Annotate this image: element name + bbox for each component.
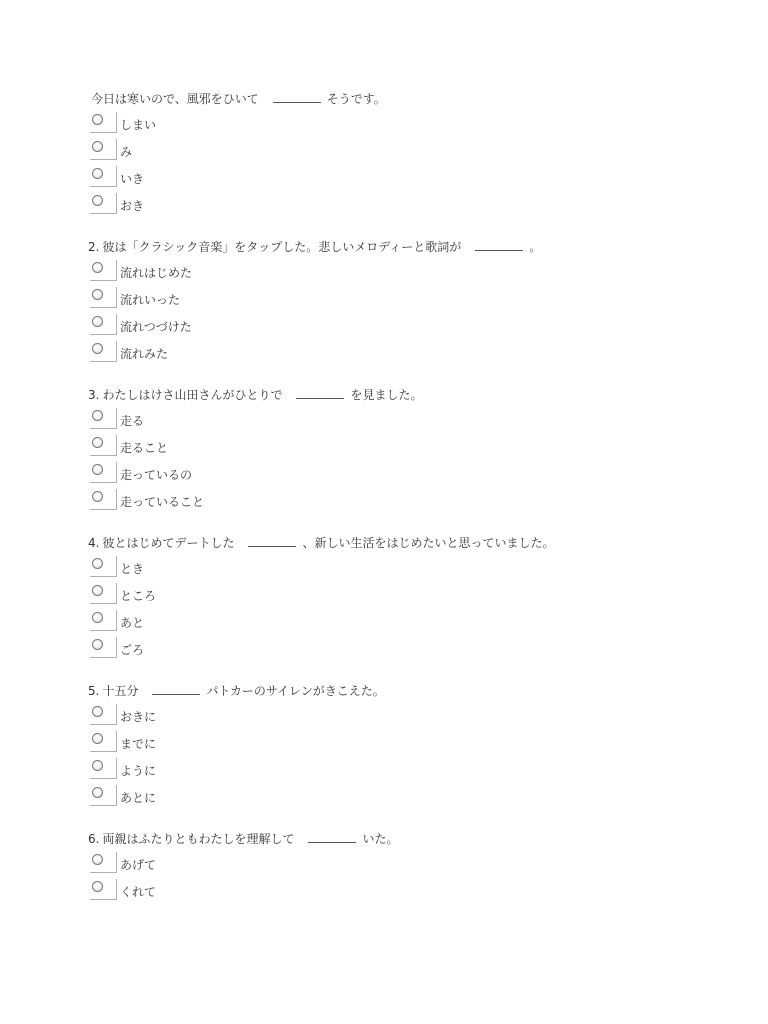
radio-button[interactable] <box>92 585 103 596</box>
question-text <box>88 239 728 255</box>
option-label: ところ <box>120 589 157 603</box>
radio-frame <box>90 785 117 806</box>
question-stem-end: を見ました。 <box>350 388 423 402</box>
radio-frame <box>90 314 117 335</box>
option-label: いき <box>120 172 145 186</box>
option[interactable] <box>88 408 728 435</box>
quiz <box>88 91 728 925</box>
question-text <box>88 831 728 847</box>
answer-blank <box>296 387 344 399</box>
question-stem: わたしはけさ山田さんがひとりで <box>102 388 283 402</box>
option-label: しまい <box>120 118 157 132</box>
radio-frame <box>90 852 117 873</box>
radio-button[interactable] <box>92 168 103 179</box>
radio-frame <box>90 704 117 725</box>
option-label: 走る <box>120 414 145 428</box>
option-label: おき <box>120 199 145 213</box>
question-stem: 彼は「クラシック音楽」をタップした。悲しいメロディーと歌詞が <box>102 240 462 254</box>
radio-frame <box>90 166 117 187</box>
radio-frame <box>90 879 117 900</box>
option-label: 流れはじめた <box>120 266 193 280</box>
option-label: あげて <box>120 858 157 872</box>
radio-frame <box>90 408 117 429</box>
question-stem: 両親はふたりともわたしを理解して <box>102 832 295 846</box>
radio-button[interactable] <box>92 760 103 771</box>
question-4 <box>88 535 728 664</box>
question-stem: 彼とはじめてデートした <box>102 536 235 550</box>
question-stem-end: パトカーのサイレンがきこえた。 <box>206 684 385 698</box>
question-number: 4. <box>88 536 100 550</box>
question-stem: 十五分 <box>102 684 139 698</box>
question-stem-end: 。 <box>529 240 542 254</box>
radio-button[interactable] <box>92 854 103 865</box>
option-label: 流れいった <box>120 293 181 307</box>
option[interactable] <box>88 731 728 758</box>
radio-button[interactable] <box>92 289 103 300</box>
option-label: み <box>120 145 133 159</box>
option[interactable] <box>88 637 728 664</box>
option-label: あと <box>120 616 145 630</box>
option[interactable] <box>88 785 728 812</box>
radio-frame <box>90 489 117 510</box>
question-5 <box>88 683 728 812</box>
question-number: 6. <box>88 832 100 846</box>
option-label: くれて <box>120 885 157 899</box>
option-label: 走っていること <box>120 495 205 509</box>
option[interactable] <box>88 462 728 489</box>
question-text <box>88 535 728 551</box>
option[interactable] <box>88 879 728 906</box>
option[interactable] <box>88 610 728 637</box>
radio-frame <box>90 139 117 160</box>
radio-button[interactable] <box>92 437 103 448</box>
option[interactable] <box>88 852 728 879</box>
option[interactable] <box>88 583 728 610</box>
radio-button[interactable] <box>92 881 103 892</box>
radio-button[interactable] <box>92 558 103 569</box>
answer-blank <box>475 239 523 251</box>
radio-frame <box>90 637 117 658</box>
radio-button[interactable] <box>92 195 103 206</box>
answer-blank <box>248 535 296 547</box>
radio-button[interactable] <box>92 491 103 502</box>
radio-button[interactable] <box>92 787 103 798</box>
radio-frame <box>90 341 117 362</box>
question-stem: 今日は寒いので、風邪をひいて <box>91 92 259 106</box>
question-2 <box>88 239 728 368</box>
radio-button[interactable] <box>92 316 103 327</box>
radio-frame <box>90 287 117 308</box>
option-label: 流れつづけた <box>120 320 192 334</box>
radio-button[interactable] <box>92 612 103 623</box>
option-label: とき <box>120 562 145 576</box>
option[interactable] <box>88 287 728 314</box>
radio-frame <box>90 610 117 631</box>
question-text <box>88 387 728 403</box>
option-label: おきに <box>120 710 157 724</box>
option-label: あとに <box>120 791 157 805</box>
radio-button[interactable] <box>92 343 103 354</box>
radio-button[interactable] <box>92 733 103 744</box>
question-6 <box>88 831 728 906</box>
question-text <box>88 91 728 107</box>
question-number: 2. <box>88 240 100 254</box>
question-stem-end: そうです。 <box>326 92 386 106</box>
radio-frame <box>90 583 117 604</box>
radio-button[interactable] <box>92 262 103 273</box>
question-stem-end: いた。 <box>362 832 399 846</box>
question-1 <box>88 91 728 220</box>
radio-button[interactable] <box>92 706 103 717</box>
option-label: 走ること <box>120 441 169 455</box>
answer-blank <box>273 91 321 103</box>
option[interactable] <box>88 314 728 341</box>
option[interactable] <box>88 139 728 166</box>
radio-button[interactable] <box>92 141 103 152</box>
option[interactable] <box>88 704 728 731</box>
radio-frame <box>90 462 117 483</box>
option-label: ごろ <box>120 643 145 657</box>
radio-frame <box>90 435 117 456</box>
radio-frame <box>90 112 117 133</box>
option-label: までに <box>120 737 157 751</box>
radio-frame <box>90 193 117 214</box>
question-text <box>88 683 728 699</box>
radio-frame <box>90 731 117 752</box>
answer-blank <box>152 683 200 695</box>
radio-button[interactable] <box>92 114 103 125</box>
option[interactable] <box>88 489 728 516</box>
question-stem-end: 、新しい生活をはじめたいと思っていました。 <box>302 536 555 550</box>
radio-frame <box>90 260 117 281</box>
radio-button[interactable] <box>92 464 103 475</box>
radio-frame <box>90 556 117 577</box>
question-number: 5. <box>88 684 100 698</box>
radio-button[interactable] <box>92 410 103 421</box>
option[interactable] <box>88 193 728 220</box>
radio-frame <box>90 758 117 779</box>
option-label: 走っているの <box>120 468 193 482</box>
option[interactable] <box>88 758 728 785</box>
answer-blank <box>308 831 356 843</box>
option[interactable] <box>88 166 728 193</box>
option[interactable] <box>88 112 728 139</box>
option-label: 流れみた <box>120 347 169 361</box>
option[interactable] <box>88 435 728 462</box>
radio-button[interactable] <box>92 639 103 650</box>
option[interactable] <box>88 556 728 583</box>
question-3 <box>88 387 728 516</box>
option[interactable] <box>88 260 728 287</box>
option-label: ように <box>120 764 157 778</box>
question-number: 3. <box>88 388 100 402</box>
option[interactable] <box>88 341 728 368</box>
